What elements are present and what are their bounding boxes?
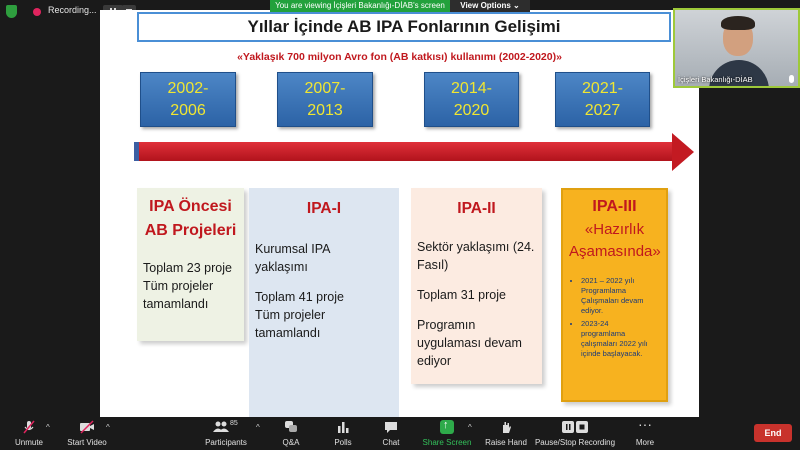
chat-icon [384,420,398,434]
video-off-icon [79,420,95,434]
slide-subtitle: «Yaklaşık 700 milyon Avro fon (AB katkısı) kullanımı (2002-2020)» [237,51,562,63]
period-line1: 2014- [451,80,492,97]
participant-mic-icon [789,75,794,83]
pause-stop-recording-button[interactable] [534,417,616,450]
bullet-line: programlama [581,329,626,338]
bullet-line: içinde başlayacak. [581,349,643,358]
card-ipa-i [249,188,399,417]
raise-hand-label: Raise Hand [485,438,527,447]
card-text-line: Programın [417,318,476,332]
card-title: IPA-III [592,198,637,215]
recording-dot-icon [33,8,41,16]
card-text-line: Toplam 41 proje [255,290,344,304]
muted-mic-icon [22,420,36,434]
participant-name: İçişleri Bakanlığı-DİAB [678,75,753,84]
card-subtitle-line2: Aşamasında» [569,243,661,260]
card-title-line1: IPA Öncesi [149,198,232,215]
share-screen-label: Share Screen [422,438,472,447]
participant-video-tile[interactable] [673,8,800,88]
timeline-arrow-head-icon [672,133,694,171]
card-text-line: Toplam 23 proje [143,261,232,275]
participants-button[interactable] [202,417,250,450]
participants-options-chevron-icon[interactable]: ^ [256,423,260,432]
polls-label: Polls [334,438,352,447]
polls-button[interactable] [328,417,358,450]
period-box-2014-2020 [424,72,519,127]
participants-label: Participants [205,438,247,447]
chat-button[interactable] [376,417,406,450]
card-paragraph-1 [417,238,536,274]
unmute-button[interactable] [8,417,50,450]
card-ipa-ii [411,188,542,384]
audio-options-chevron-icon[interactable]: ^ [46,423,50,432]
bullet-line: • 2021 – 2022 yılı [581,276,635,285]
card-title: IPA-I [306,200,342,217]
end-meeting-button[interactable]: End [754,424,792,442]
card-paragraph-3 [417,316,536,370]
card-text-line: tamamlandı [255,326,321,340]
more-label: More [635,438,655,447]
more-dots-icon: ··· [638,416,652,432]
card-text-line: Tüm projeler [255,308,326,322]
qa-icon [284,420,298,434]
shared-screen-slide [100,10,699,417]
bullet-line: ediyor. [581,306,604,315]
period-box-2007-2013 [277,72,373,127]
card-bullet-item [581,319,660,359]
participants-icon [213,420,229,434]
qa-button[interactable] [276,417,306,450]
bullet-line: Çalışmaları devam [581,296,644,305]
period-line1: 2002- [167,80,209,97]
card-text-line: Kurumsal IPA [255,242,331,256]
viewing-screen-banner: You are viewing İçişleri Bakanlığı-DİAB's screen [270,0,450,12]
unmute-label: Unmute [14,438,43,447]
card-text-line: tamamlandı [143,297,209,311]
video-options-chevron-icon[interactable]: ^ [106,423,110,432]
card-paragraph-1 [255,240,393,276]
period-line2: 2006 [170,102,206,119]
card-subtitle-line1: «Hazırlık [584,221,645,238]
card-bullet-list [569,276,660,359]
card-text-block [143,259,238,313]
period-line2: 2013 [307,102,343,119]
card-paragraph-2: Toplam 31 proje [417,288,506,302]
card-ipa-iii [561,188,668,402]
share-screen-icon [440,420,454,434]
bullet-line: Programlama [581,286,627,295]
share-screen-button[interactable] [420,417,474,450]
raise-hand-button[interactable] [484,417,528,450]
card-text-line: uygulaması devam [417,336,522,350]
polls-icon [336,420,350,434]
participant-hair [721,16,755,30]
card-text-line: Fasıl) [417,258,449,272]
start-video-button[interactable] [62,417,112,450]
raise-hand-icon [499,420,513,434]
period-line1: 2021- [582,80,623,97]
period-line1: 2007- [304,80,346,97]
card-paragraph-2 [255,288,393,342]
recording-label: Recording... [48,5,97,15]
card-bullet-item [581,276,660,316]
card-title-line2: AB Projeleri [144,222,237,239]
timeline-arrow-bar [134,142,674,161]
qa-label: Q&A [282,438,300,447]
more-button[interactable] [630,417,660,450]
participant-count: 85 [230,420,238,427]
chat-label: Chat [382,438,400,447]
period-box-2002-2006 [140,72,236,127]
card-text-line: ediyor [417,354,452,368]
period-line2: 2020 [453,102,490,119]
slide-title: Yıllar İçinde AB IPA Fonlarının Gelişimi [247,17,561,36]
bullet-line: çalışmaları 2022 yılı [581,339,648,348]
card-text-line: yaklaşımı [255,260,308,274]
start-video-label: Start Video [67,438,107,447]
card-title: IPA-II [457,200,496,217]
period-line2: 2027 [584,102,621,119]
card-ipa-oncesi [137,188,244,341]
card-text-line: Sektör yaklaşımı (24. [417,240,535,254]
period-box-2021-2027 [555,72,650,127]
bullet-line: • 2023-24 [581,319,609,328]
slide-title-box [137,12,671,42]
share-options-chevron-icon[interactable]: ^ [468,423,472,432]
card-text-line: Tüm projeler [143,279,214,293]
view-options-button[interactable]: View Options ⌄ [450,0,530,12]
pause-stop-icon [561,420,589,434]
pause-stop-recording-label: Pause/Stop Recording [534,438,616,447]
meeting-toolbar [0,417,800,450]
security-shield-icon[interactable] [6,5,17,18]
